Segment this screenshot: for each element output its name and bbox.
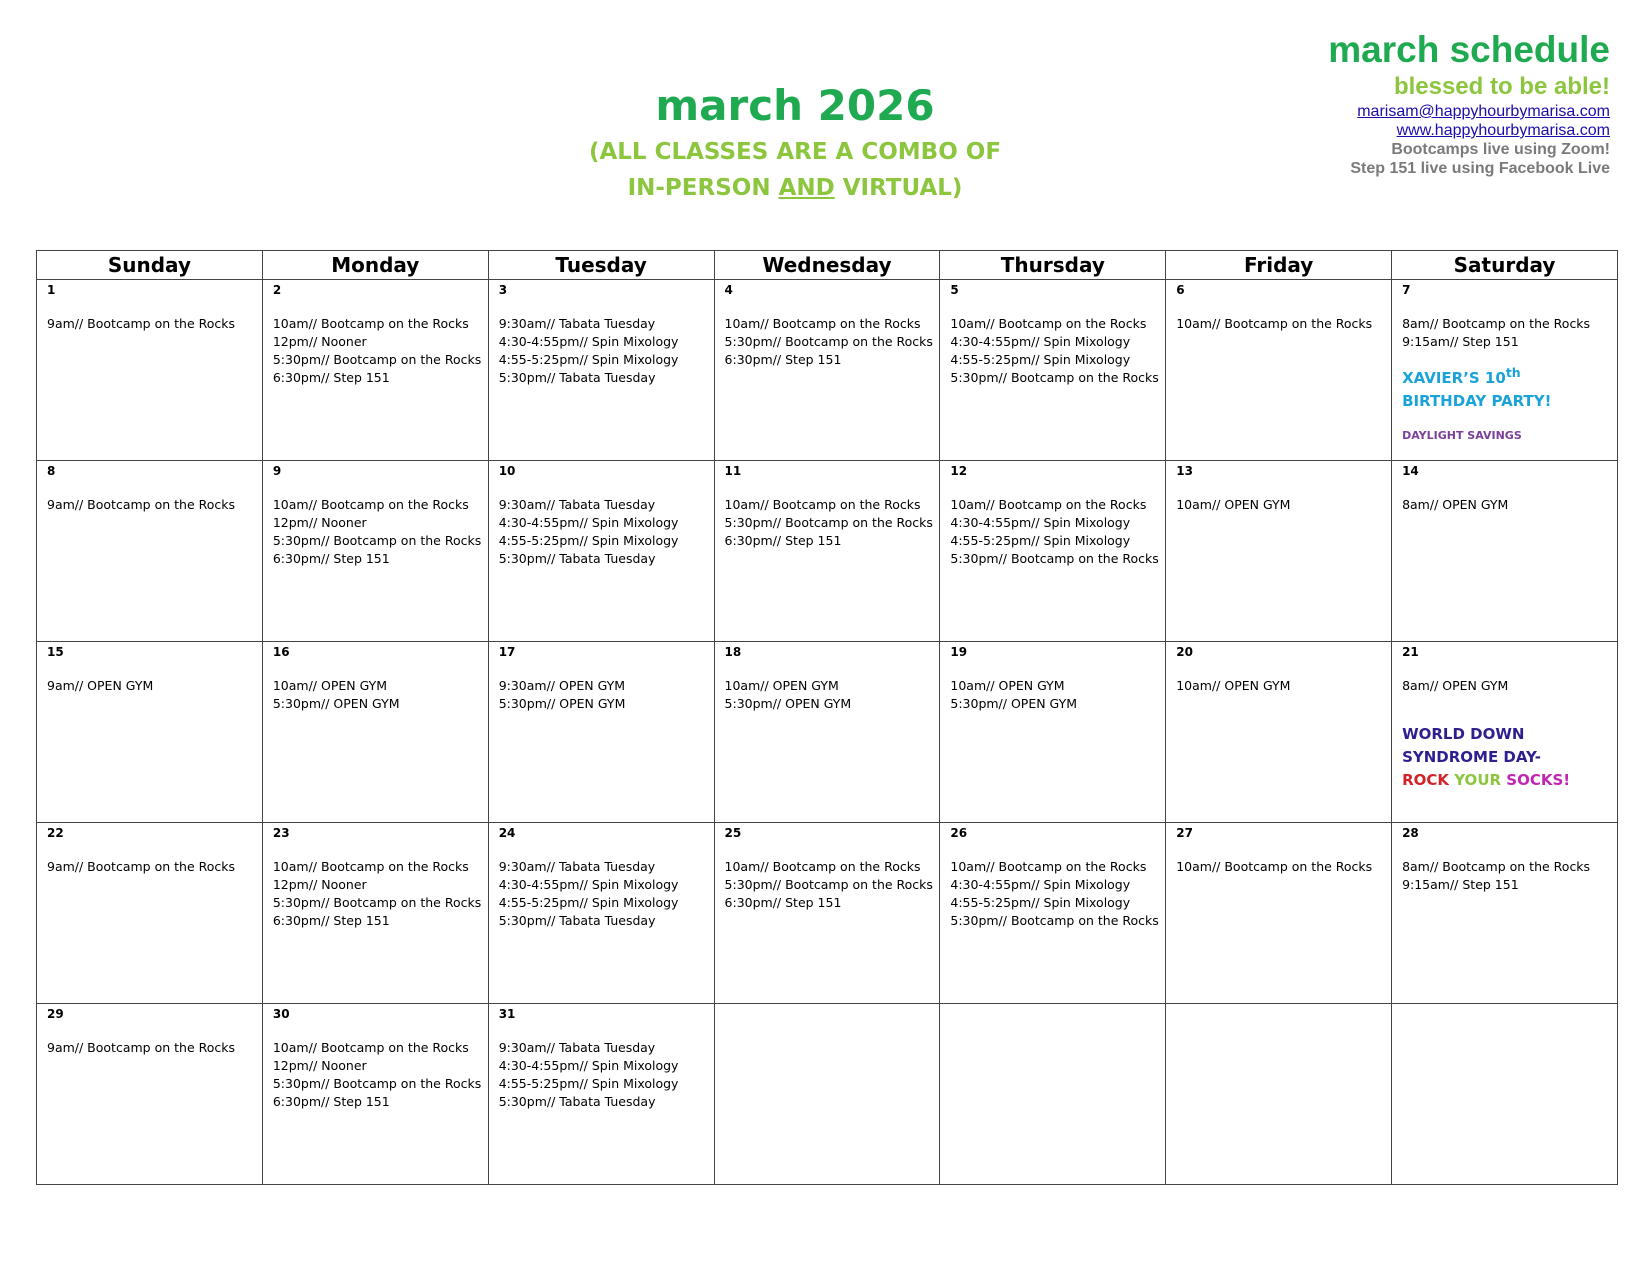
weekday-header-row xyxy=(37,251,1618,280)
event-item: 10am// Bootcamp on the Rocks xyxy=(272,316,469,331)
event-item: 6:30pm// Step 151 xyxy=(272,913,390,928)
day-number: 28 xyxy=(1402,826,1419,840)
down-syndrome-text: WORLD DOWN SYNDROME DAY- xyxy=(1402,725,1541,766)
day-cell-10 xyxy=(488,461,714,642)
event-item: 9am// OPEN GYM xyxy=(47,678,154,693)
day-cell-30 xyxy=(262,1004,488,1185)
event-item: 10am// Bootcamp on the Rocks xyxy=(724,859,921,874)
day-number: 27 xyxy=(1176,826,1193,840)
event-item: 9:15am// Step 151 xyxy=(1402,334,1519,349)
subtitle-line-1: (ALL CLASSES ARE A COMBO OF xyxy=(588,139,1002,165)
day-number: 3 xyxy=(498,283,508,297)
subtitle-line-2 xyxy=(540,170,1050,206)
event-item: 6:30pm// Step 151 xyxy=(272,551,390,566)
day-cell-13 xyxy=(1166,461,1392,642)
event-item: 9:30am// Tabata Tuesday xyxy=(498,859,656,874)
empty-day-cell xyxy=(714,1004,940,1185)
event-item: 10am// Bootcamp on the Rocks xyxy=(272,497,469,512)
week-row xyxy=(37,1004,1618,1185)
event-item: 5:30pm// Bootcamp on the Rocks xyxy=(950,913,1159,928)
socks-word: SOCKS! xyxy=(1506,771,1571,789)
birthday-ordinal: th xyxy=(1505,365,1521,380)
event-item: 5:30pm// Tabata Tuesday xyxy=(498,370,656,385)
event-item: 10am// OPEN GYM xyxy=(724,678,839,693)
event-item: 9am// Bootcamp on the Rocks xyxy=(47,859,236,874)
event-item: 5:30pm// Bootcamp on the Rocks xyxy=(950,370,1159,385)
event-item: 10am// Bootcamp on the Rocks xyxy=(724,316,921,331)
event-item: 5:30pm// Bootcamp on the Rocks xyxy=(272,895,482,910)
event-item: 9am// Bootcamp on the Rocks xyxy=(47,1040,236,1055)
event-item: 5:30pm// Tabata Tuesday xyxy=(498,551,656,566)
weekday-header-saturday: Saturday xyxy=(1392,251,1618,280)
day-number: 21 xyxy=(1402,645,1419,659)
event-item: 6:30pm// Step 151 xyxy=(272,370,390,385)
day-cell-3 xyxy=(488,280,714,461)
event-item: 10am// Bootcamp on the Rocks xyxy=(1176,859,1373,874)
day-number: 7 xyxy=(1402,283,1411,297)
event-item: 5:30pm// OPEN GYM xyxy=(950,696,1078,711)
event-item: 10am// OPEN GYM xyxy=(272,678,388,693)
event-item: 6:30pm// Step 151 xyxy=(724,533,842,548)
empty-day-cell xyxy=(1166,1004,1392,1185)
day-number: 17 xyxy=(498,645,516,659)
day-number: 18 xyxy=(724,645,742,659)
event-item: 5:30pm// Bootcamp on the Rocks xyxy=(724,515,933,530)
day-number: 14 xyxy=(1402,464,1419,478)
rock-word: ROCK xyxy=(1402,771,1449,789)
day-cell-16 xyxy=(262,642,488,823)
event-item: 5:30pm// Tabata Tuesday xyxy=(498,1094,656,1109)
event-item: 4:30-4:55pm// Spin Mixology xyxy=(498,334,679,349)
day-cell-27 xyxy=(1166,823,1392,1004)
event-item: 10am// OPEN GYM xyxy=(950,678,1065,693)
event-item: 10am// Bootcamp on the Rocks xyxy=(950,497,1147,512)
subtitle-post: VIRTUAL) xyxy=(834,175,963,201)
daylight-savings-note: DAYLIGHT SAVINGS xyxy=(1402,429,1522,442)
event-item: 5:30pm// Tabata Tuesday xyxy=(498,913,656,928)
event-item: 4:30-4:55pm// Spin Mixology xyxy=(498,1058,679,1073)
day-number: 26 xyxy=(950,826,968,840)
birthday-text-pre: XAVIER’S 10 xyxy=(1402,369,1506,387)
info-block xyxy=(1090,28,1610,178)
day-cell-24 xyxy=(488,823,714,1004)
event-item: 10am// Bootcamp on the Rocks xyxy=(950,859,1147,874)
event-item: 4:30-4:55pm// Spin Mixology xyxy=(950,877,1131,892)
website-link[interactable]: www.happyhourbymarisa.com xyxy=(1396,122,1610,139)
day-number: 23 xyxy=(272,826,290,840)
event-item: 10am// Bootcamp on the Rocks xyxy=(950,316,1147,331)
day-cell-12 xyxy=(940,461,1166,642)
event-item: 4:55-5:25pm// Spin Mixology xyxy=(498,895,679,910)
weekday-header-wednesday: Wednesday xyxy=(714,251,940,280)
day-cell-19 xyxy=(940,642,1166,823)
day-cell-28 xyxy=(1392,823,1618,1004)
event-item: 5:30pm// OPEN GYM xyxy=(272,696,400,711)
empty-day-cell xyxy=(1392,1004,1618,1185)
event-item: 12pm// Nooner xyxy=(272,1058,367,1073)
event-item: 4:30-4:55pm// Spin Mixology xyxy=(950,334,1131,349)
week-row xyxy=(37,642,1618,823)
event-item: 10am// Bootcamp on the Rocks xyxy=(272,1040,469,1055)
event-item: 4:55-5:25pm// Spin Mixology xyxy=(950,352,1131,367)
event-item: 4:30-4:55pm// Spin Mixology xyxy=(498,877,679,892)
day-cell-6 xyxy=(1166,280,1392,461)
zoom-note: Bootcamps live using Zoom! xyxy=(1391,141,1610,158)
event-item: 8am// OPEN GYM xyxy=(1402,678,1509,693)
day-number: 16 xyxy=(272,645,290,659)
day-number: 20 xyxy=(1176,645,1193,659)
event-item: 5:30pm// Bootcamp on the Rocks xyxy=(272,533,482,548)
event-item: 4:55-5:25pm// Spin Mixology xyxy=(950,533,1131,548)
event-item: 4:30-4:55pm// Spin Mixology xyxy=(498,515,679,530)
day-cell-22 xyxy=(37,823,263,1004)
day-number: 30 xyxy=(272,1007,290,1021)
event-item: 4:30-4:55pm// Spin Mixology xyxy=(950,515,1131,530)
day-number: 22 xyxy=(47,826,64,840)
event-item: 5:30pm// Bootcamp on the Rocks xyxy=(272,1076,482,1091)
event-item: 5:30pm// Bootcamp on the Rocks xyxy=(950,551,1159,566)
event-item: 10am// Bootcamp on the Rocks xyxy=(724,497,921,512)
weekday-header-monday: Monday xyxy=(262,251,488,280)
event-item: 9:30am// Tabata Tuesday xyxy=(498,497,656,512)
birthday-text-post: BIRTHDAY PARTY! xyxy=(1402,392,1552,410)
day-cell-1 xyxy=(37,280,263,461)
event-item: 8am// OPEN GYM xyxy=(1402,497,1509,512)
week-row xyxy=(37,461,1618,642)
event-item: 9:15am// Step 151 xyxy=(1402,877,1519,892)
event-item: 4:55-5:25pm// Spin Mixology xyxy=(498,533,679,548)
day-cell-31 xyxy=(488,1004,714,1185)
subtitle-and: AND xyxy=(778,175,835,201)
event-item: 10am// OPEN GYM xyxy=(1176,678,1291,693)
week-row xyxy=(37,823,1618,1004)
event-item: 5:30pm// Bootcamp on the Rocks xyxy=(724,877,933,892)
day-cell-5 xyxy=(940,280,1166,461)
day-cell-25 xyxy=(714,823,940,1004)
facebook-note: Step 151 live using Facebook Live xyxy=(1350,160,1610,177)
day-number: 24 xyxy=(498,826,516,840)
empty-day-cell xyxy=(940,1004,1166,1185)
event-item: 5:30pm// OPEN GYM xyxy=(498,696,626,711)
day-cell-11 xyxy=(714,461,940,642)
day-cell-8 xyxy=(37,461,263,642)
day-cell-14 xyxy=(1392,461,1618,642)
day-number: 29 xyxy=(47,1007,64,1021)
day-cell-2 xyxy=(262,280,488,461)
event-item: 4:55-5:25pm// Spin Mixology xyxy=(498,352,679,367)
event-item: 6:30pm// Step 151 xyxy=(724,352,842,367)
day-cell-9 xyxy=(262,461,488,642)
event-item: 5:30pm// Bootcamp on the Rocks xyxy=(272,352,482,367)
event-item: 12pm// Nooner xyxy=(272,334,367,349)
calendar-grid xyxy=(36,250,1618,1185)
month-title: march 2026 xyxy=(655,81,935,130)
calendar-body xyxy=(37,280,1618,1185)
event-item: 5:30pm// OPEN GYM xyxy=(724,696,852,711)
calendar-header xyxy=(540,78,1050,206)
day-cell-7 xyxy=(1392,280,1618,461)
event-item: 4:55-5:25pm// Spin Mixology xyxy=(498,1076,679,1091)
day-number: 13 xyxy=(1176,464,1193,478)
event-item: 4:55-5:25pm// Spin Mixology xyxy=(950,895,1131,910)
day-cell-4 xyxy=(714,280,940,461)
down-syndrome-day-note xyxy=(1402,723,1607,792)
event-item: 9am// Bootcamp on the Rocks xyxy=(47,316,236,331)
day-number: 5 xyxy=(950,283,959,297)
weekday-header-sunday: Sunday xyxy=(37,251,263,280)
event-item: 8am// Bootcamp on the Rocks xyxy=(1402,316,1591,331)
birthday-note xyxy=(1402,361,1607,413)
day-number: 11 xyxy=(724,464,742,478)
event-item: 5:30pm// Bootcamp on the Rocks xyxy=(724,334,933,349)
subtitle-pre: IN-PERSON xyxy=(627,175,779,201)
schedule-title: march schedule xyxy=(1328,29,1610,70)
day-number: 12 xyxy=(950,464,968,478)
event-item: 6:30pm// Step 151 xyxy=(272,1094,390,1109)
your-word: YOUR xyxy=(1454,771,1502,789)
event-item: 10am// Bootcamp on the Rocks xyxy=(272,859,469,874)
day-number: 4 xyxy=(724,283,733,297)
day-cell-29 xyxy=(37,1004,263,1185)
weekday-header-tuesday: Tuesday xyxy=(488,251,714,280)
weekday-header-friday: Friday xyxy=(1166,251,1392,280)
event-item: 10am// Bootcamp on the Rocks xyxy=(1176,316,1373,331)
event-item: 9:30am// Tabata Tuesday xyxy=(498,1040,656,1055)
day-number: 10 xyxy=(498,464,516,478)
event-item: 10am// OPEN GYM xyxy=(1176,497,1291,512)
day-cell-23 xyxy=(262,823,488,1004)
week-row xyxy=(37,280,1618,461)
day-number: 8 xyxy=(47,464,56,478)
day-number: 1 xyxy=(47,283,56,297)
event-item: 9:30am// Tabata Tuesday xyxy=(498,316,656,331)
event-item: 6:30pm// Step 151 xyxy=(724,895,842,910)
day-number: 19 xyxy=(950,645,968,659)
day-cell-15 xyxy=(37,642,263,823)
day-number: 25 xyxy=(724,826,742,840)
event-item: 9am// Bootcamp on the Rocks xyxy=(47,497,236,512)
weekday-header-thursday: Thursday xyxy=(940,251,1166,280)
day-number: 31 xyxy=(498,1007,516,1021)
day-cell-21 xyxy=(1392,642,1618,823)
event-item: 8am// Bootcamp on the Rocks xyxy=(1402,859,1591,874)
day-cell-18 xyxy=(714,642,940,823)
day-cell-20 xyxy=(1166,642,1392,823)
day-cell-26 xyxy=(940,823,1166,1004)
day-number: 6 xyxy=(1176,283,1185,297)
event-item: 12pm// Nooner xyxy=(272,515,367,530)
day-number: 2 xyxy=(272,283,282,297)
email-link[interactable]: marisam@happyhourbymarisa.com xyxy=(1357,103,1610,120)
day-cell-17 xyxy=(488,642,714,823)
day-number: 15 xyxy=(47,645,64,659)
event-item: 12pm// Nooner xyxy=(272,877,367,892)
event-item: 9:30am// OPEN GYM xyxy=(498,678,626,693)
day-number: 9 xyxy=(272,464,282,478)
tagline: blessed to be able! xyxy=(1393,73,1610,100)
